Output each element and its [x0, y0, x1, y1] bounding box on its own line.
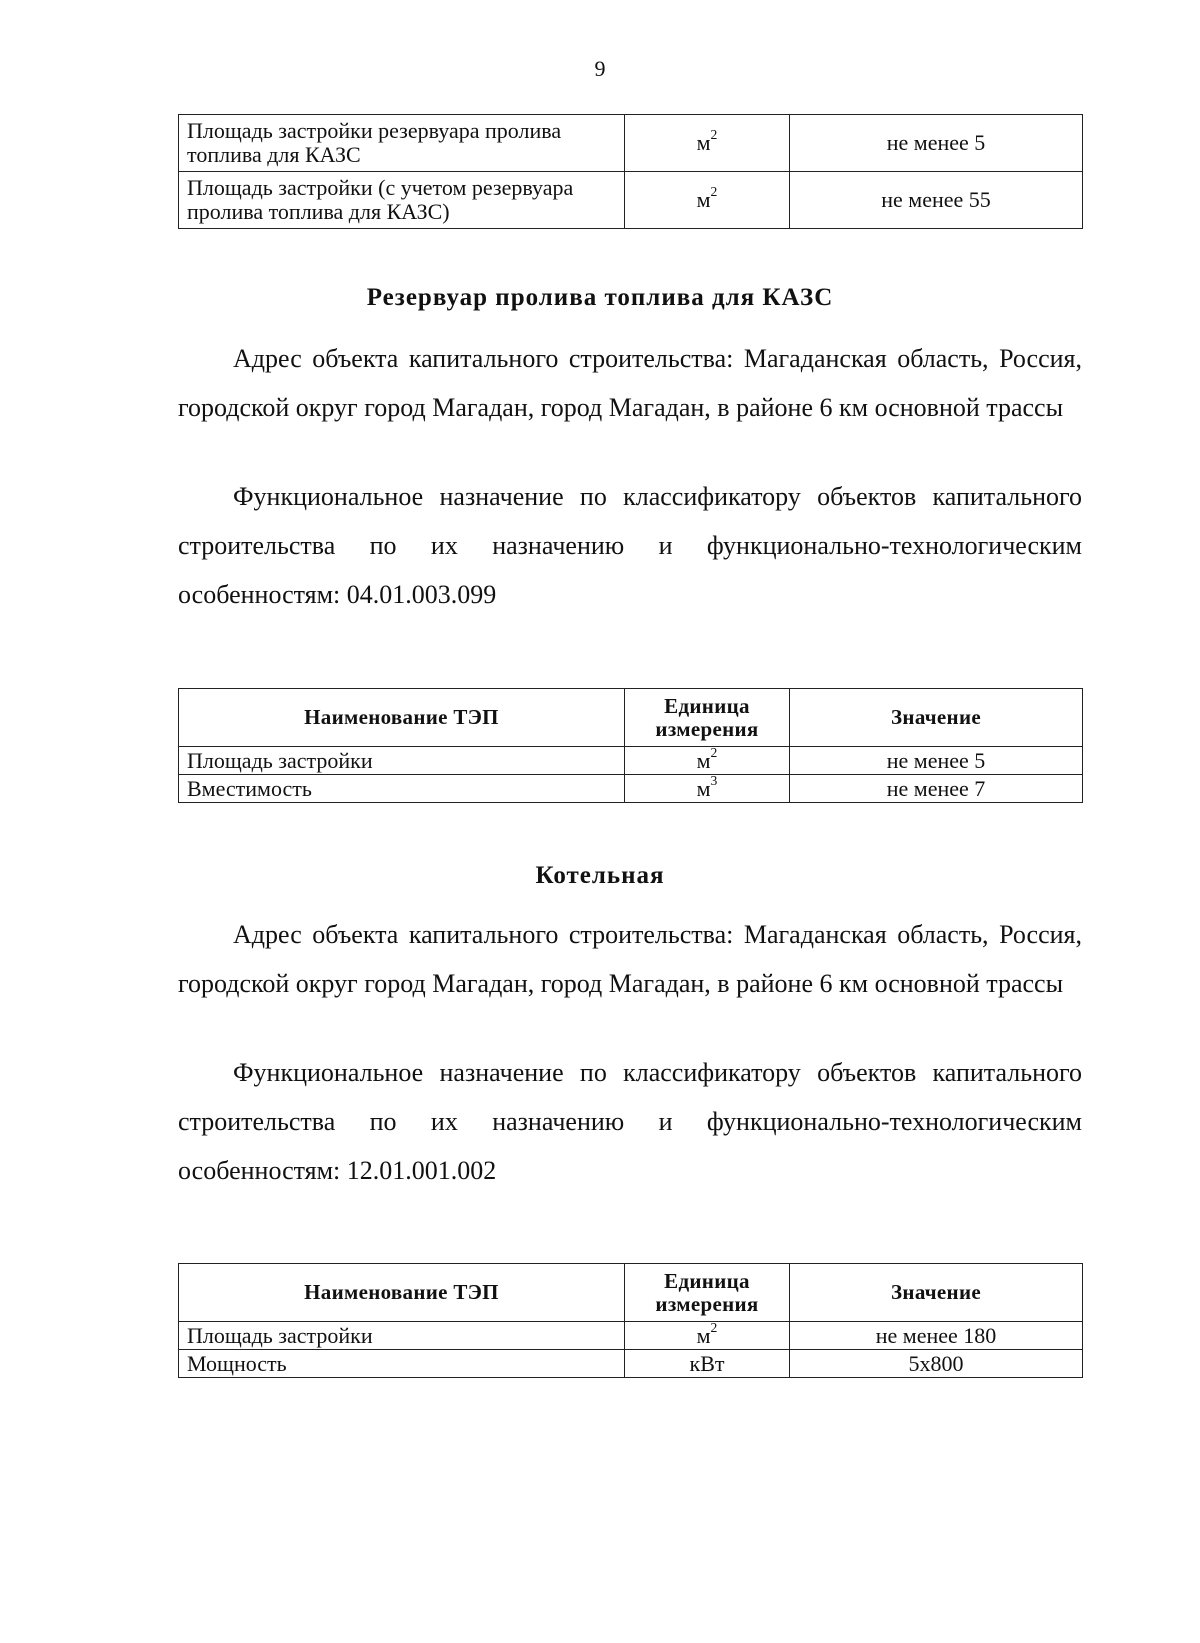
page-number: 9	[594, 56, 606, 81]
header-unit: Единица измерения	[625, 689, 790, 747]
table-row	[179, 1322, 1083, 1350]
header-unit: Единица измерения	[625, 1264, 790, 1322]
tep-value-cell: не менее 7	[790, 775, 1083, 803]
section-heading: Резервуар пролива топлива для КАЗС	[366, 284, 834, 311]
address-paragraph: Адрес объекта капитального строительства: Магаданская область, Россия, городской округ город Магадан, город Магадан, в районе 6 км основной трассы	[178, 920, 1082, 998]
tep-unit-cell	[625, 172, 790, 229]
address-paragraph: Адрес объекта капитального строительства: Магаданская область, Россия, городской округ город Магадан, город Магадан, в районе 6 км основной трассы	[178, 344, 1082, 422]
tep-unit-cell	[625, 1350, 790, 1378]
tep-value-cell: не менее 180	[790, 1322, 1083, 1350]
table-row	[179, 172, 1083, 229]
unit-exponent: 2	[710, 184, 718, 200]
unit-text: м	[696, 747, 711, 773]
tep-value-cell: не менее 5	[790, 115, 1083, 172]
tep-name-cell: Площадь застройки	[179, 747, 625, 775]
table-header-row	[179, 1264, 1083, 1322]
tep-name-cell: Площадь застройки (с учетом резервуара пролива топлива для КАЗС)	[179, 172, 625, 229]
purpose-paragraph: Функциональное назначение по классификатору объектов капитального строительства по их назначению и функционально-технологическим особенностям: 12.01.001.002	[178, 1058, 1082, 1185]
unit-exponent: 2	[710, 1319, 718, 1335]
tep-table	[178, 1263, 1083, 1378]
tep-value-cell: не менее 5	[790, 747, 1083, 775]
header-name: Наименование ТЭП	[179, 1264, 625, 1322]
table-row	[179, 775, 1083, 803]
table-row	[179, 1350, 1083, 1378]
unit-text: м	[696, 775, 711, 801]
header-value: Значение	[790, 1264, 1083, 1322]
tep-value-cell: 5х800	[790, 1350, 1083, 1378]
tep-unit-cell	[625, 744, 790, 775]
purpose-paragraph: Функциональное назначение по классификатору объектов капитального строительства по их назначению и функционально-технологическим особенностям: 04.01.003.099	[178, 482, 1082, 609]
header-name: Наименование ТЭП	[179, 689, 625, 747]
tep-name-cell: Мощность	[179, 1350, 625, 1378]
unit-exponent: 2	[710, 744, 718, 760]
unit-exponent: 3	[710, 772, 718, 788]
tep-unit-cell	[625, 772, 790, 803]
tep-name-cell: Площадь застройки	[179, 1322, 625, 1350]
top-tep-table	[178, 114, 1083, 229]
tep-table	[178, 688, 1083, 803]
unit-text: м	[696, 130, 711, 156]
unit-text: м	[696, 187, 711, 213]
tep-name-cell: Вместимость	[179, 775, 625, 803]
unit-text: м	[696, 1322, 711, 1348]
table-header-row	[179, 689, 1083, 747]
table-row	[179, 747, 1083, 775]
tep-value-cell: не менее 55	[790, 172, 1083, 229]
tep-name-cell: Площадь застройки резервуара пролива топлива для КАЗС	[179, 115, 625, 172]
tep-unit-cell	[625, 115, 790, 172]
unit-text: кВт	[689, 1350, 725, 1376]
tep-unit-cell	[625, 1319, 790, 1350]
unit-exponent: 2	[710, 127, 718, 143]
section-heading: Котельная	[535, 862, 665, 889]
header-value: Значение	[790, 689, 1083, 747]
table-row	[179, 115, 1083, 172]
